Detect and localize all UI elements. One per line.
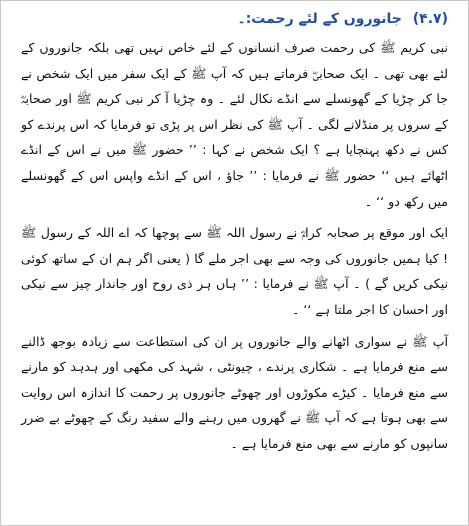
paragraph-burden-and-creatures: آپ ﷺ نے سواری اٹھانے والے جانوروں پر ان کی استطاعت سے زیادہ بوجھ ڈالنے سے منع فرمایا ہے ۔ شکاری پرندے ، چیونٹی ، شہد کی مکھی اور ہدہد کو مارنے سے منع فرمایا ۔ کیڑے مکوڑوں اور چھوٹے جانوروں پر رحمت کا اندازہ اس روایت سے بھی ہوتا ہے کہ آپ ﷺ نے گھروں میں رہنے والے سفید رنگ کے چھوٹے بے ضرر سانپوں کو مارنے سے بھی منع فرمایا ہے ۔	[21, 333, 448, 451]
section-heading	[21, 11, 448, 27]
section-title: جانوروں کے لئے رحمت:۔	[237, 11, 402, 27]
document-body	[21, 11, 448, 463]
section-number: (۴.۷)	[412, 11, 448, 27]
paragraph-bird-nest: نبی کریم ﷺ کی رحمت صرف انسانوں کے لئے خاص نہیں تھی بلکہ جانوروں کے لئے بھی تھی ۔ ایک صحابیؓ فرماتے ہیں کہ آپ ﷺ کے ایک سفر میں ایک شخص نے جا کر چڑیا کے گھونسلے سے انڈے نکال لئے ۔ وہ چڑیا آ کر نبی کریم ﷺ اور صحابہؓ کے سروں پر منڈلانے لگی ۔ آپ ﷺ کی نظر اس پر پڑی تو فرمایا کہ اس پرندے کو کس نے دکھ پہنچایا ہے ؟ ایک شخص نے کہا : ’’ حضور ﷺ میں نے اس کے انڈے اٹھائے ہیں ‘‘ حضور ﷺ نے فرمایا : ’’ جاؤ ، اس کے انڈے واپس اس کے گھونسلے میں رکھ دو ‘‘ ۔	[21, 40, 448, 209]
paragraph-reward-for-animals: ایک اور موقع پر صحابہ کرامؓ نے رسول اللہ ﷺ سے پوچھا کہ اے اللہ کے رسول ﷺ ! کیا ہمیں جانوروں کی وجہ سے بھی اجر ملے گا ( یعنی اگر ہم ان کے ساتھ کوئی نیکی کریں گے ) ۔ آپ ﷺ نے فرمایا : ’’ ہاں ہر ذی روح اور جاندار چیز سے نیکی اور احسان کا اجر ملتا ہے ‘‘ ۔	[21, 225, 448, 317]
